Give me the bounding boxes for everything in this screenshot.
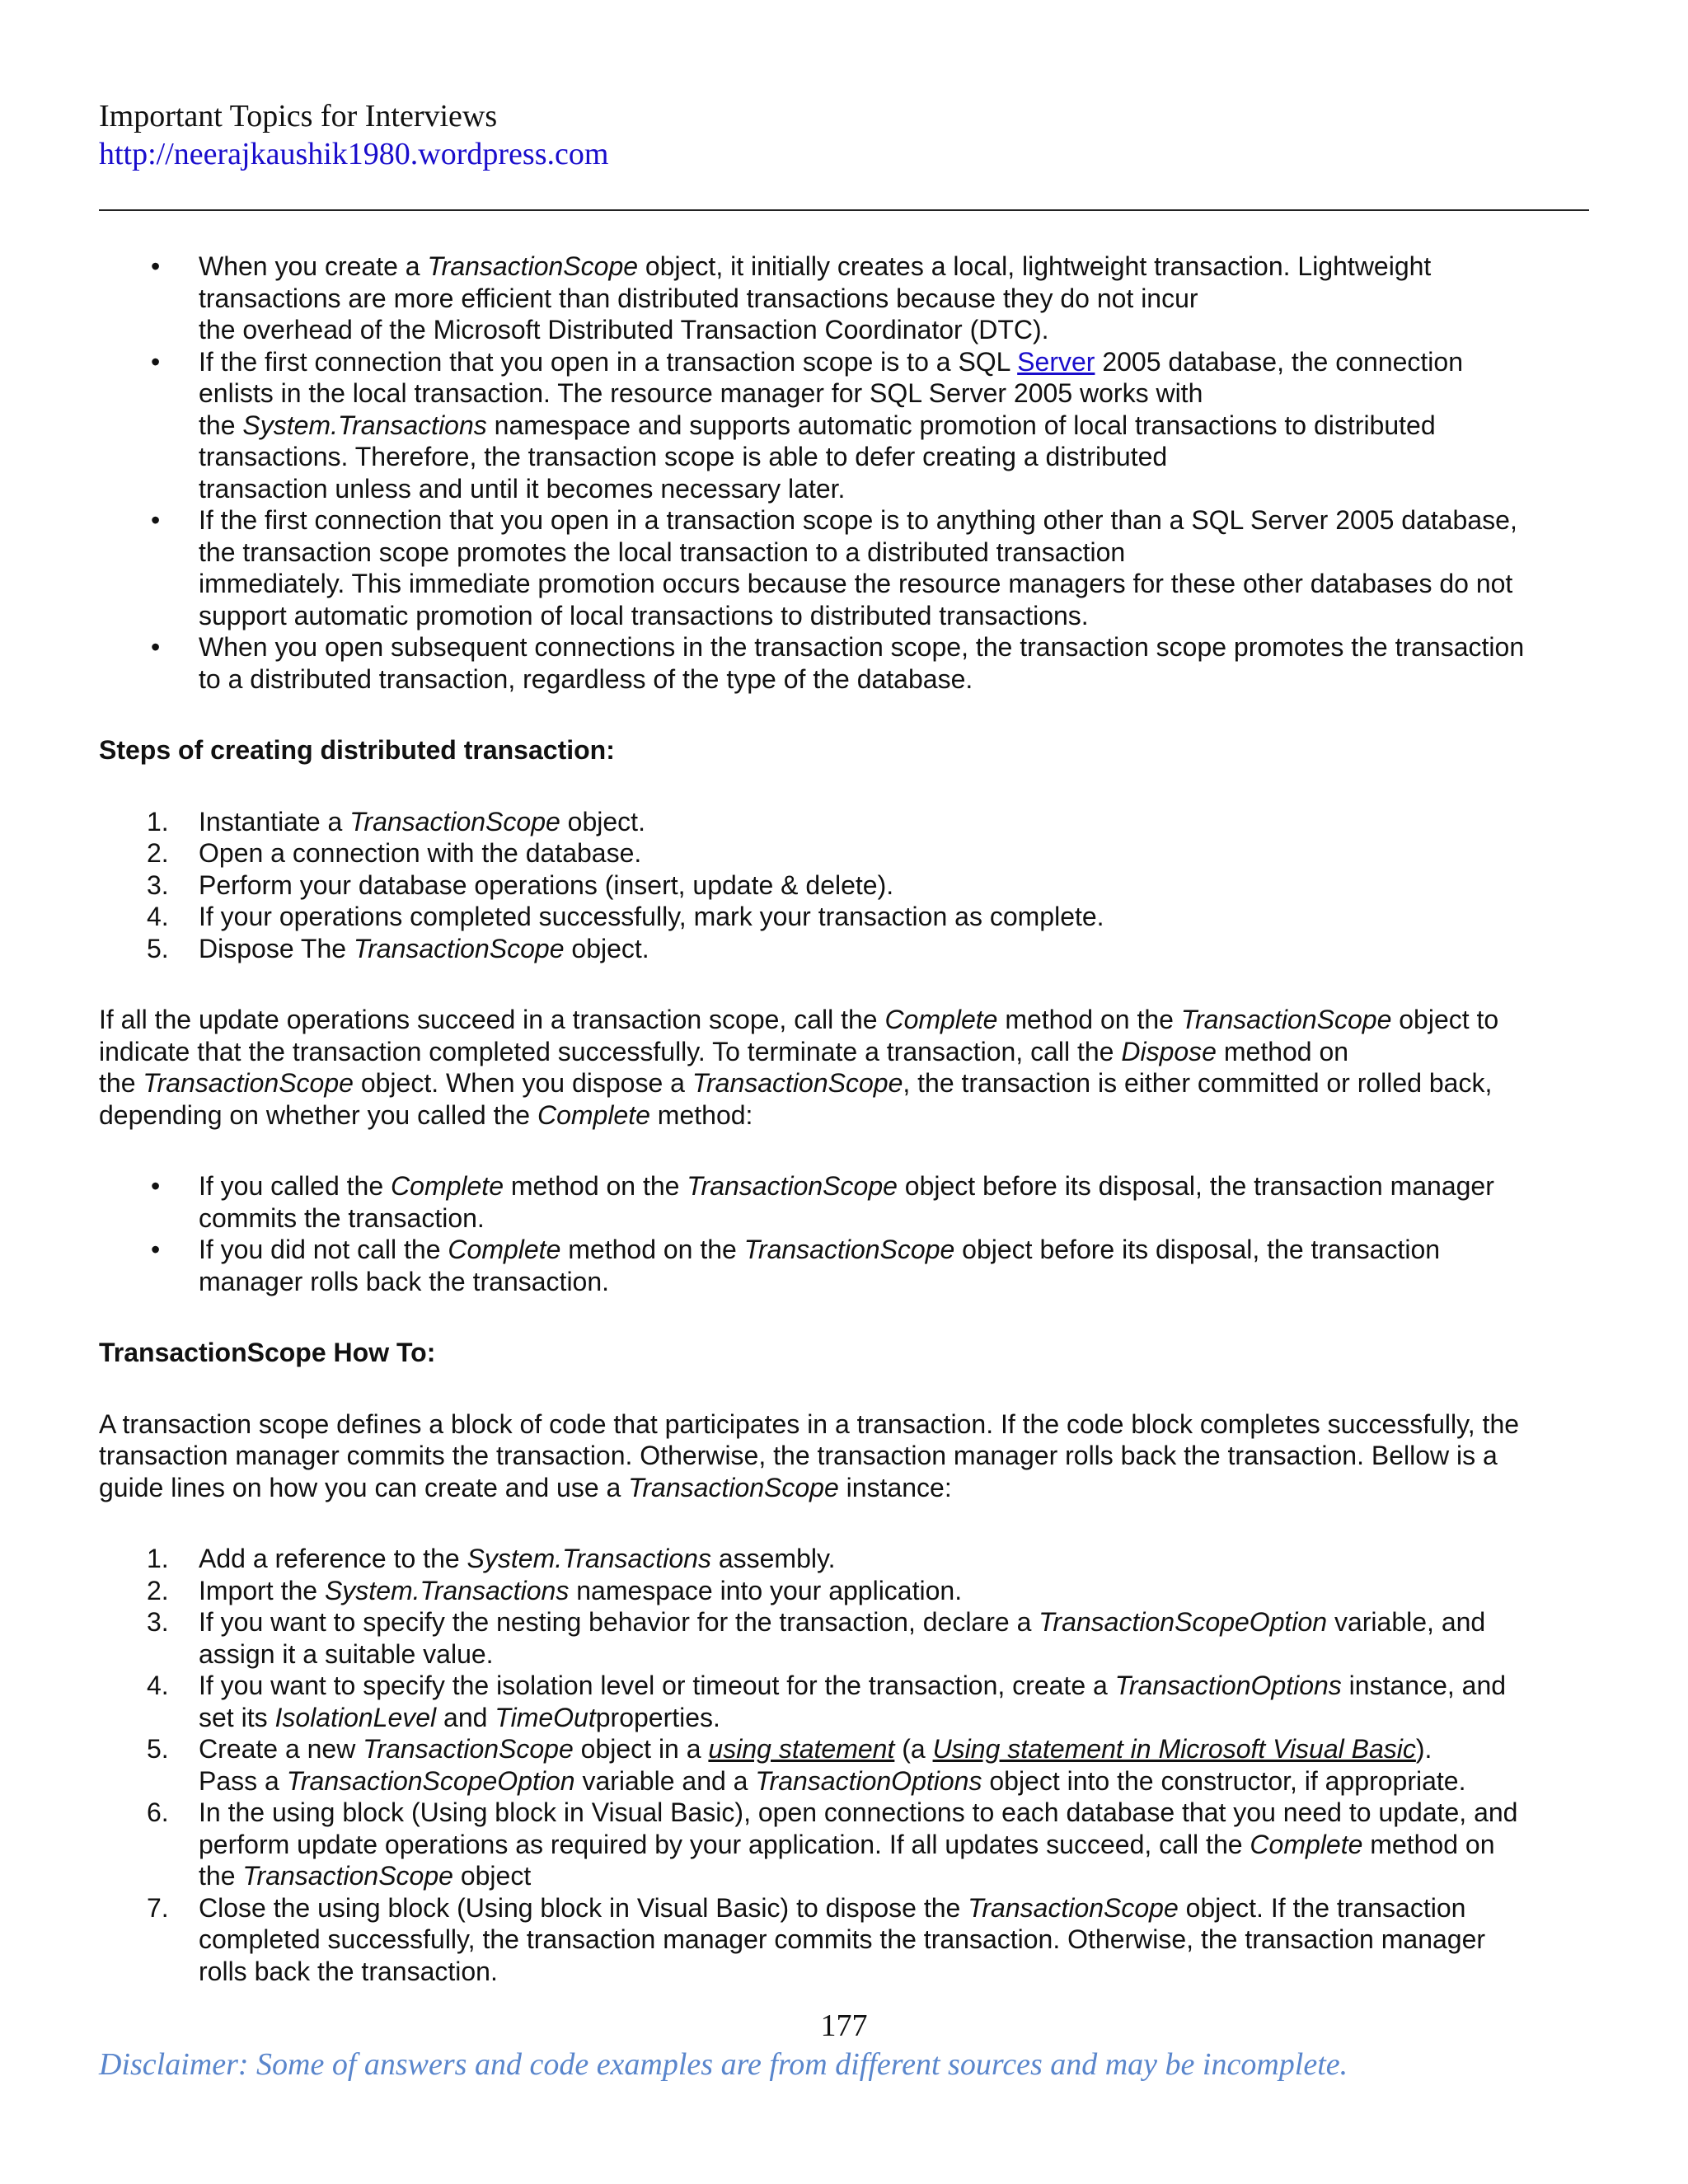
list-item: • If the first connection that you open in a transaction scope is to a SQL Server 2005 database, the connection enlists in the local transaction. The resource manager for SQL Server 2005 works with the System.Transactions namespace and supports automatic promotion of local transactions to distributed transactions. Therefore, the transaction scope is able to defer creating a distributed transaction unless and until it becomes necessary later. [151, 346, 1463, 504]
list-item: 2. Open a connection with the database. [147, 838, 642, 868]
bullet-icon: • [151, 632, 161, 662]
bullet-list-complete-outcomes [99, 1170, 1589, 1297]
bullet-icon: • [151, 1171, 161, 1201]
list-item: 1. Add a reference to the System.Transactions assembly. [147, 1544, 836, 1573]
bullet-icon: • [151, 1235, 161, 1264]
bullet-list-transaction-behavior [99, 251, 1589, 695]
list-item: • When you open subsequent connections in the transaction scope, the transaction scope promotes the transaction to a distributed transaction, regardless of the type of the database. [151, 632, 1525, 694]
list-item: • If you called the Complete method on the TransactionScope object before its disposal, the transaction manager commits the transaction. [151, 1171, 1494, 1233]
paragraph-complete-dispose: If all the update operations succeed in a transaction scope, call the Complete method on the TransactionScope object to indicate that the transaction completed successfully. To terminate a transaction, call the Dispose method on the TransactionScope object. When you dispose a TransactionScope, the transaction is either committed or rolled back, depending on whether you called the Complete method: [99, 1005, 1499, 1130]
server-link[interactable]: Server [1017, 346, 1095, 377]
list-item: • If you did not call the Complete method on the TransactionScope object before its disposal, the transaction manager rolls back the transaction. [151, 1235, 1441, 1296]
page-number: 177 [820, 2008, 868, 2043]
list-item: 5. Dispose The TransactionScope object. [147, 933, 649, 963]
section-heading-steps: Steps of creating distributed transaction: [99, 735, 615, 765]
header-title: Important Topics for Interviews [99, 99, 498, 134]
document-body [99, 251, 1589, 1987]
list-item: • When you create a TransactionScope object, it initially creates a local, lightweight transaction. Lightweight transactions are more efficient than distributed transactions because they do not incur the overhead of the Microsoft Distributed Transaction Coordinator (DTC). [151, 251, 1432, 344]
bullet-icon: • [151, 346, 161, 377]
list-item: 3. If you want to specify the nesting behavior for the transaction, declare a TransactionScopeOption variable, and assign it a suitable value. [147, 1607, 1486, 1669]
paragraph-scope-definition: A transaction scope defines a block of code that participates in a transaction. If the code block completes successfully, the transaction manager commits the transaction. Otherwise, the transaction manager rolls back the transaction. Bellow is a guide lines on how you can create and use a TransactionScope instance: [99, 1408, 1520, 1502]
header-url-link[interactable]: http://neerajkaushik1980.wordpress.com [99, 137, 609, 171]
bullet-icon: • [151, 251, 161, 281]
page-header [99, 97, 608, 173]
list-item: 1. Instantiate a TransactionScope object. [147, 806, 645, 837]
howto-steps-list [99, 1543, 1589, 1987]
bullet-icon: • [151, 505, 161, 535]
list-item: 5. Create a new TransactionScope object in a using statement (a Using statement in Microsoft Visual Basic). Pass a TransactionScopeOption variable and a TransactionOptions object into the constructor, if appropriate. [147, 1734, 1466, 1796]
list-item: 2. Import the System.Transactions namespace into your application. [147, 1575, 963, 1605]
footer-disclaimer: Disclaimer: Some of answers and code examples are from different sources and may be incomplete. [99, 2047, 1348, 2082]
header-divider [99, 209, 1589, 211]
list-item: 4. If you want to specify the isolation level or timeout for the transaction, create a TransactionOptions instance, and set its IsolationLevel and TimeOutproperties. [147, 1671, 1507, 1732]
list-item: 4. If your operations completed successfully, mark your transaction as complete. [147, 902, 1104, 931]
list-item: • If the first connection that you open in a transaction scope is to anything other than a SQL Server 2005 database, the transaction scope promotes the local transaction to a distributed transaction immediately. This immediate promotion occurs because the resource managers for these other databases do not support automatic promotion of local transactions to distributed transactions. [151, 505, 1517, 630]
list-item: 6. In the using block (Using block in Visual Basic), open connections to each database that you need to update, and perform update operations as required by your application. If all updates succeed, call the Complete method on the TransactionScope object [147, 1797, 1518, 1891]
list-item: 3. Perform your database operations (insert, update & delete). [147, 869, 894, 900]
steps-list [99, 806, 1589, 965]
list-item: 7. Close the using block (Using block in Visual Basic) to dispose the TransactionScope object. If the transaction completed successfully, the transaction manager commits the transaction. Otherwise, the transaction manager rolls back the transaction. [147, 1892, 1486, 1986]
using-statement-vb-link[interactable]: Using statement in Microsoft Visual Basic [932, 1734, 1416, 1764]
section-heading-howto: TransactionScope How To: [99, 1338, 436, 1367]
using-statement-link[interactable]: using statement [708, 1734, 895, 1764]
